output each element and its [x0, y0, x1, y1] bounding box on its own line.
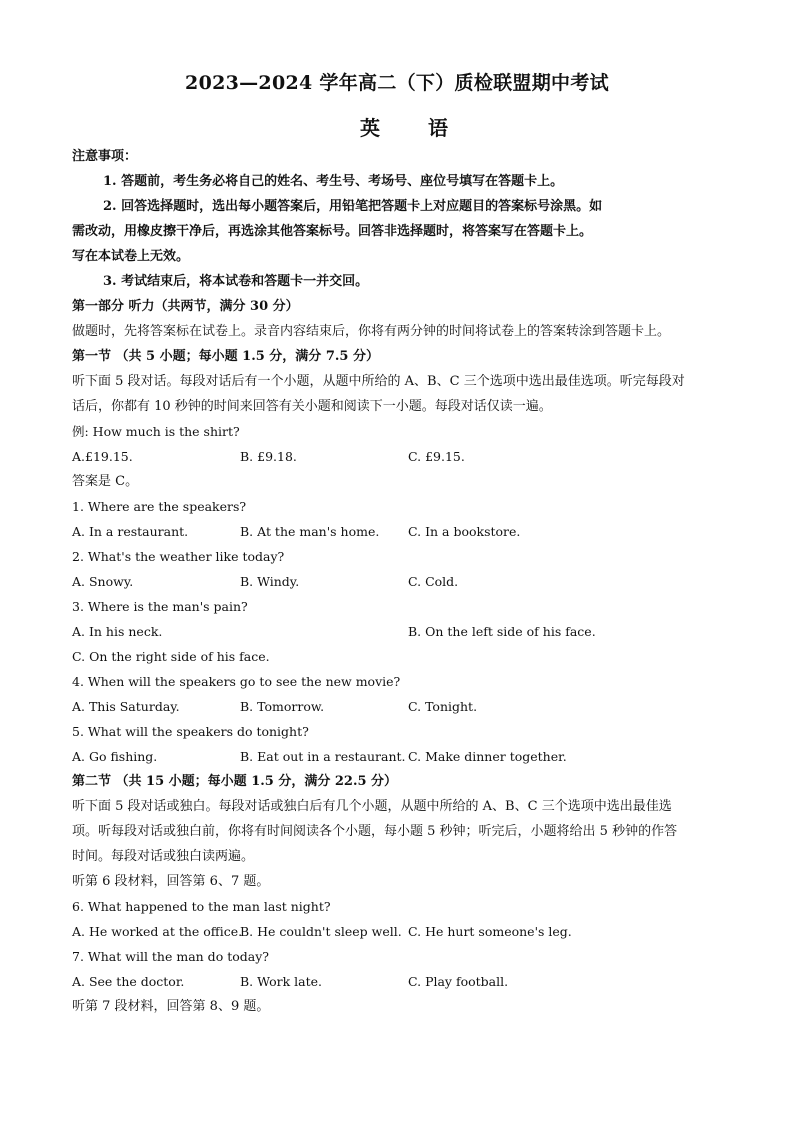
section2-instruction-line-1: 听下面 5 段对话或独白。每段对话或独白后有几个小题，从题中所给的 A、B、C 三个选项中选出最佳选 [72, 799, 672, 814]
part1-instruction: 做题时，先将答案标在试卷上。录音内容结束后，你将有两分钟的时间将试卷上的答案转涂到答题卡上。 [72, 324, 671, 339]
option-c: C. He hurt someone's leg. [408, 924, 572, 939]
option-c: C. £9.15. [408, 449, 465, 464]
option-a: A. This Saturday. [72, 699, 180, 714]
option-c: C. Make dinner together. [408, 749, 567, 764]
example-question: 例: How much is the shirt? [72, 424, 240, 439]
question-4: 4. When will the speakers go to see the new movie? [72, 674, 401, 689]
question-7-options [72, 969, 732, 994]
option-b: B. £9.18. [240, 449, 297, 464]
section2-heading: 第二节 （共 15 小题；每小题 1.5 分，满分 22.5 分） [72, 774, 398, 789]
example-options [72, 444, 732, 469]
question-7: 7. What will the man do today? [72, 949, 269, 964]
option-b: B. Eat out in a restaurant. [240, 749, 406, 764]
section1-heading: 第一节 （共 5 小题；每小题 1.5 分，满分 7.5 分） [72, 349, 379, 364]
notice-item-2-line-2: 需改动，用橡皮擦干净后，再选涂其他答案标号。回答非选择题时，将答案写在答题卡上。 [72, 224, 593, 239]
notice-item-3: 3. 考试结束后，将本试卷和答题卡一并交回。 [103, 274, 369, 289]
option-a: A. He worked at the office. [72, 924, 243, 939]
option-b: B. Windy. [240, 574, 300, 589]
question-3: 3. Where is the man's pain? [72, 599, 248, 614]
option-b: B. On the left side of his face. [408, 624, 596, 639]
notice-item-2-line-3: 写在本试卷上无效。 [72, 249, 190, 264]
option-b: B. Work late. [240, 974, 323, 989]
option-a: A. In his neck. [72, 624, 163, 639]
option-b: B. He couldn't sleep well. [240, 924, 402, 939]
question-6-options [72, 919, 732, 944]
material-7-heading: 听第 7 段材料，回答第 8、9 题。 [72, 999, 270, 1014]
question-2-options [72, 569, 732, 594]
option-b: B. At the man's home. [240, 524, 380, 539]
option-c: C. Tonight. [408, 699, 478, 714]
example-answer: 答案是 C。 [72, 474, 139, 489]
notice-heading: 注意事项： [72, 149, 138, 164]
section1-instruction-line-1: 听下面 5 段对话。每段对话后有一个小题，从题中所给的 A、B、C 三个选项中选出最佳选项。听完每段对 [72, 374, 685, 389]
option-a: A.£19.15. [72, 449, 133, 464]
option-c: C. On the right side of his face. [72, 649, 270, 664]
notice-item-1: 1. 答题前，考生务必将自己的姓名、考生号、考场号、座位号填写在答题卡上。 [103, 174, 564, 189]
material-6-heading: 听第 6 段材料，回答第 6、7 题。 [72, 874, 270, 889]
question-5-options [72, 744, 732, 769]
option-c: C. Cold. [408, 574, 459, 589]
question-6: 6. What happened to the man last night? [72, 899, 331, 914]
option-a: A. See the doctor. [72, 974, 185, 989]
section2-instruction-line-2: 项。听每段对话或独白前，你将有时间阅读各个小题，每小题 5 秒钟；听完后，小题将给出 5 秒钟的作答 [72, 824, 678, 839]
subject-title: 英 语 [360, 116, 462, 140]
question-3-options-row-1 [72, 619, 732, 644]
question-4-options [72, 694, 732, 719]
question-1-options [72, 519, 732, 544]
question-1: 1. Where are the speakers? [72, 499, 247, 514]
option-c: C. In a bookstore. [408, 524, 521, 539]
part1-heading: 第一部分 听力（共两节，满分 30 分） [72, 299, 299, 314]
question-2: 2. What's the weather like today? [72, 549, 285, 564]
option-a: A. Go fishing. [72, 749, 158, 764]
section1-instruction-line-2: 话后，你都有 10 秒钟的时间来回答有关小题和阅读下一小题。每段对话仅读一遍。 [72, 399, 552, 414]
option-b: B. Tomorrow. [240, 699, 325, 714]
notice-item-2-line-1: 2. 回答选择题时，选出每小题答案后，用铅笔把答题卡上对应题目的答案标号涂黑。如 [103, 199, 603, 214]
option-c: C. Play football. [408, 974, 509, 989]
question-5: 5. What will the speakers do tonight? [72, 724, 309, 739]
option-a: A. Snowy. [72, 574, 134, 589]
option-a: A. In a restaurant. [72, 524, 189, 539]
section2-instruction-line-3: 时间。每段对话或独白读两遍。 [72, 849, 255, 864]
exam-title: 2023—2024 学年高二（下）质检联盟期中考试 [185, 72, 609, 94]
